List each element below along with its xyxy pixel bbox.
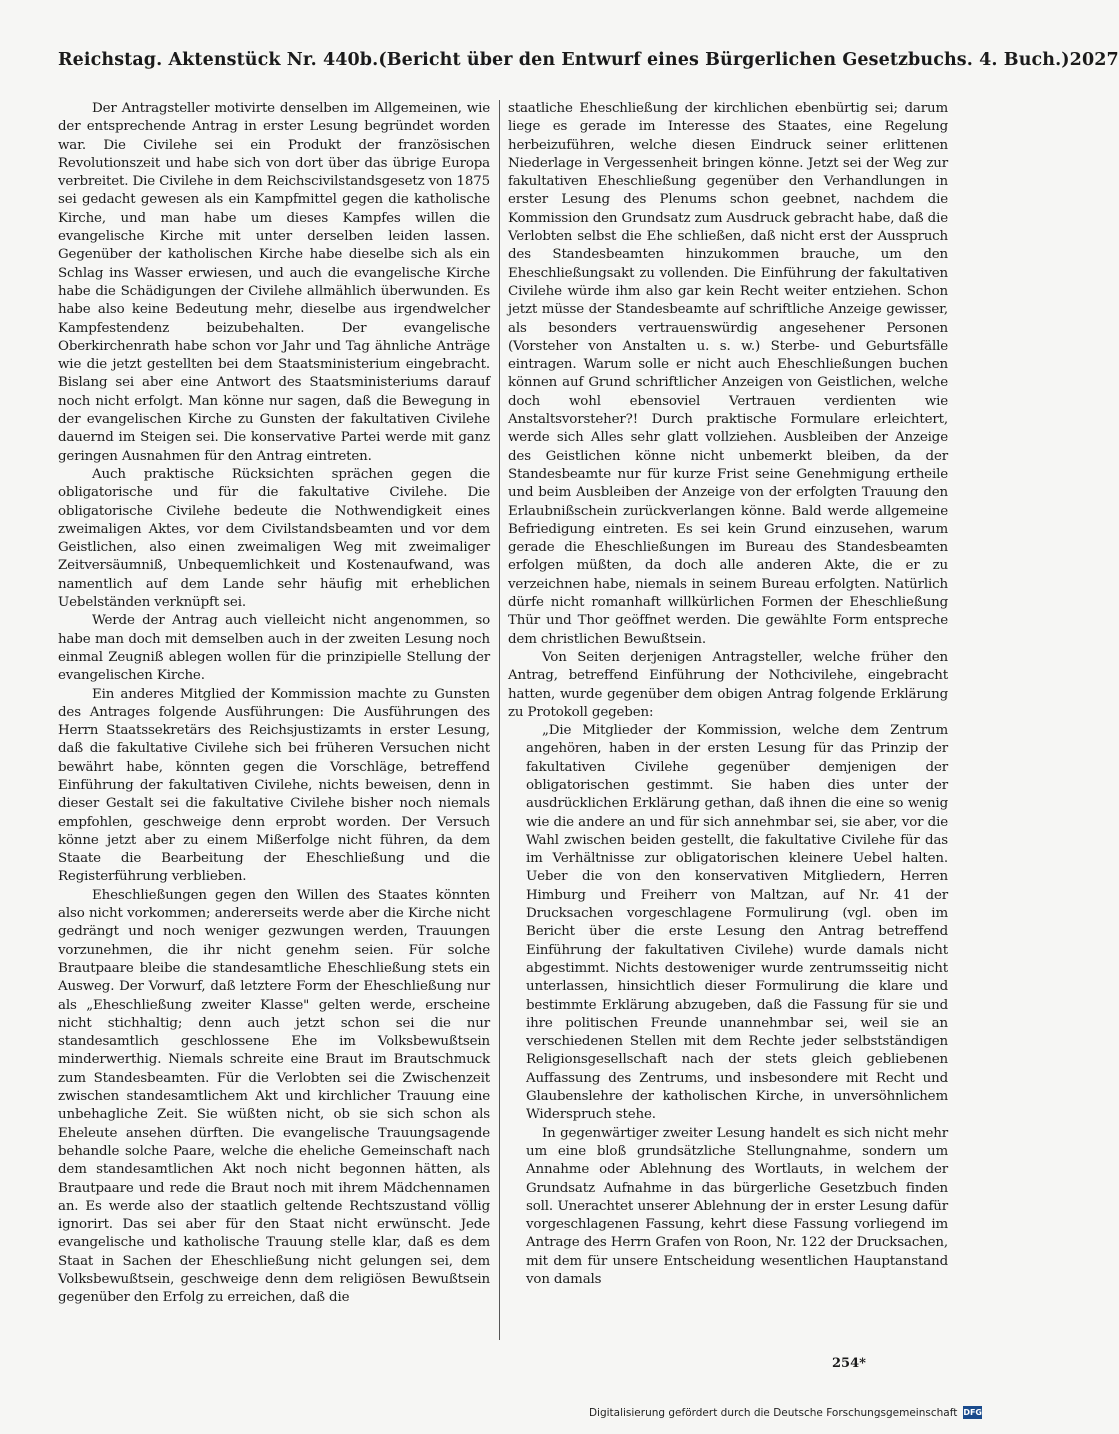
header-title: (Bericht über den Entwurf eines Bürgerlichen Gesetzbuchs. 4. Buch.) <box>378 50 1070 70</box>
paragraph: Auch praktische Rücksichten sprächen gegen die obligatorische und für die fakultative Civilehe. Die obligatorische Civilehe bedeute die Nothwendigkeit eines zweimaligen Aktes, vor dem Civilstandsbeamten und vor dem Geistlichen, also einen zweimaligen Weg mit zweimaliger Zeitversäumniß, Unbequemlichkeit und Kostenaufwand, was namentlich auf dem Lande sehr häufig mit erheblichen Uebelständen verknüpft sei. <box>58 466 490 611</box>
paragraph: Der Antragsteller motivirte denselben im Allgemeinen, wie der entsprechende Antrag in erster Lesung begründet worden war. Die Civilehe sei ein Produkt der französischen Revolutionszeit und habe sich von dort über das übrige Europa verbreitet. Die Civilehe in dem Reichscivilstandsgesetz von 1875 sei gedacht gewesen als ein Kampfmittel gegen die katholische Kirche, und man habe um dieses Kampfes willen die evangelische Kirche mit unter derselben leiden lassen. Gegenüber der katholischen Kirche habe dieselbe sich als ein Schlag ins Wasser erwiesen, und auch die evangelische Kirche habe die Schädigungen der Civilehe allmählich überwunden. Es habe also keine Bedeutung mehr, dieselbe aus irgendwelcher Kampfestendenz beizubehalten. Der evangelische Oberkirchenrath habe schon vor Jahr und Tag ähnliche Anträge wie die jetzt gestellten bei dem Staatsministerium eingebracht. Bislang sei aber eine Antwort des Staatsministeriums darauf noch nicht erfolgt. Man könne nur sagen, daß die Bewegung in der evangelischen Kirche zu Gunsten der fakultativen Civilehe dauernd im Steigen sei. Die konservative Partei werde mit ganz geringen Ausnahmen für den Antrag eintreten. <box>58 101 490 464</box>
signature-mark: 254* <box>832 1356 866 1371</box>
column-divider <box>499 100 500 1340</box>
quoted-declaration: In gegenwärtiger zweiter Lesung handelt es sich nicht mehr um eine bloß grundsätzliche Stellungnahme, sondern um Annahme oder Ablehnung des Wortlauts, in welchem der Grundsatz Aufnahme in das bürgerliche Gesetzbuch finden soll. Unerachtet unserer Ablehnung der in erster Lesung dafür vorgeschlagenen Fassung, kehrt diese Fassung vorliegend im Antrage des Herrn Grafen von Roon, Nr. 122 der Drucksachen, mit dem für unsere Entscheidung wesentlichen Hauptanstand von damals <box>526 1125 948 1287</box>
right-column <box>508 100 948 1350</box>
quoted-declaration: „Die Mitglieder der Kommission, welche dem Zentrum angehören, haben in der ersten Lesung für das Prinzip der fakultativen Civilehe gegenüber demjenigen der obligatorischen gestimmt. Sie haben dies unter der ausdrücklichen Erklärung gethan, daß ihnen die eine so wenig wie die andere an und für sich annehmbar sei, sie aber, vor die Wahl zwischen beiden gestellt, die fakultative Civilehe für das im Verhältnisse zur obligatorischen kleinere Uebel halten. Ueber die von den konservativen Mitgliedern, Herren Himburg und Freiherr von Maltzan, auf Nr. 41 der Drucksachen vorgeschlagene Formulirung (vgl. oben im Bericht über die erste Lesung den Antrag betreffend Einführung der fakultativen Civilehe) wurde damals nicht abgestimmt. Nichts destoweniger wurde zentrumsseitig nicht unterlassen, hinsichtlich dieser Formulirung die klare und bestimmte Erklärung abzugeben, daß die Fassung für sie und ihre politischen Freunde unannehmbar sei, weil sie an verschiedenen Stellen mit dem Rechte jeder selbstständigen Religionsgesellschaft nach der stets gleich gebliebenen Auffassung des Zentrums, und insbesondere mit Recht und Glaubenslehre der katholischen Kirche, in unversöhnlichem Widerspruch stehe. <box>526 723 948 1123</box>
digitization-footer <box>588 1406 982 1419</box>
left-column <box>58 100 490 1350</box>
paragraph: staatliche Eheschließung der kirchlichen ebenbürtig sei; darum liege es gerade im Interesse des Staates, eine Regelung herbeizuführen, welche diesen Eindruck seiner erlittenen Niederlage in Vergessenheit bringen könne. Jetzt sei der Weg zur fakultativen Eheschließung gegenüber den Verhandlungen in erster Lesung des Plenums schon geebnet, nachdem die Kommission den Grundsatz zum Ausdruck gebracht habe, daß die Verlobten selbst die Ehe schließen, daß nicht erst der Ausspruch des Standesbeamten hinzukommen brauche, um den Eheschließungsakt zu vollenden. Die Einführung der fakultativen Civilehe würde ihm also gar kein Recht weiter entziehen. Schon jetzt müsse der Standesbeamte auf schriftliche Anzeige gewisser, als besonders vertrauenswürdig angesehener Personen (Vorsteher von Anstalten u. s. w.) Sterbe- und Geburtsfälle eintragen. Warum solle er nicht auch Eheschließungen buchen können auf Grund schriftlicher Anzeigen von Geistlichen, welche doch wohl ebensoviel Vertrauen verdienten wie Anstaltsvorsteher?! Durch praktische Formulare erleichtert, werde sich Alles sehr glatt vollziehen. Ausbleiben der Anzeige des Geistlichen könne nicht unbemerkt bleiben, da der Standesbeamte nur für kurze Frist seine Genehmigung ertheile und beim Ausbleiben der Anzeige von der erfolgten Trauung den Erlaubnißschein zurückverlangen könne. Bald werde allgemeine Befriedigung eintreten. Es sei kein Grund einzusehen, warum gerade die Eheschließungen im Bureau des Standesbeamten erfolgen müßten, da doch alle anderen Akte, die er zu verzeichnen habe, niemals in seinem Bureau erfolgten. Natürlich dürfe nicht romanhaft willkürlichen Formen der Eheschließung Thür und Thor geöffnet werden. Die gewählte Form entspreche dem christlichen Bewußtsein. <box>508 101 948 647</box>
header-left: Reichstag. Aktenstück Nr. 440b. <box>58 50 379 70</box>
paragraph: Ein anderes Mitglied der Kommission machte zu Gunsten des Antrages folgende Ausführungen: Die Ausführungen des Herrn Staatssekretärs des Reichsjustizamts in erster Lesung, daß die fakultative Civilehe sich bei früheren Versuchen nicht bewährt habe, könnten gegen die Vorschläge, betreffend Einführung der fakultativen Civilehe, nichts beweisen, denn in dieser Gestalt sei die fakultative Civilehe bisher noch niemals empfohlen, geschweige denn erprobt worden. Der Versuch könne jetzt aber zu einem Mißerfolge nicht führen, da dem Staate die Bearbeitung der Eheschließung und die Registerführung verblieben. <box>58 686 490 885</box>
paragraph: Werde der Antrag auch vielleicht nicht angenommen, so habe man doch mit demselben auch in der zweiten Lesung noch einmal Zeugniß ablegen wollen für die prinzipielle Stellung der evangelischen Kirche. <box>58 613 490 684</box>
running-header <box>58 50 1119 90</box>
paragraph: Von Seiten derjenigen Antragsteller, welche früher den Antrag, betreffend Einführung der Nothcivilehe, eingebracht hatten, wurde gegenüber dem obigen Antrag folgende Erklärung zu Protokoll gegeben: <box>508 649 948 720</box>
paragraph: Eheschließungen gegen den Willen des Staates könnten also nicht vorkommen; andererseits werde aber die Kirche nicht gedrängt und noch weniger gezwungen werden, Trauungen vorzunehmen, die ihr nicht genehm seien. Für solche Brautpaare bleibe die standesamtliche Eheschließung stets ein Ausweg. Der Vorwurf, daß letztere Form der Eheschließung nur als „Eheschließung zweiter Klasse" gelten werde, erscheine nicht stichhaltig; denn auch jetzt schon sei die nur standesamtlich geschlossene Ehe im Volksbewußtsein minderwerthig. Niemals schreite eine Braut im Brautschmuck zum Standesbeamten. Für die Verlobten sei die Zwischenzeit zwischen standesamtlichem Akt und kirchlicher Trauung eine unbehagliche Zeit. Sie wüßten nicht, ob sie sich schon als Eheleute ansehen dürften. Die evangelische Trauungsagende behandle solche Paare, welche die eheliche Gemeinschaft nach dem standesamtlichen Akt noch nicht begonnen hätten, als Brautpaare und rede die Braut noch mit ihrem Mädchennamen an. Es werde also der staatlich geltende Rechtszustand völlig ignorirt. Das sei aber für den Staat nicht erwünscht. Jede evangelische und katholische Trauung stelle klar, daß es dem Staat in Sachen der Eheschließung nicht gelungen sei, dem Volksbewußtsein, geschweige denn dem religiösen Bewußtsein gegenüber den Erfolg zu erreichen, daß die <box>58 887 490 1306</box>
page-number: 2027 <box>1069 50 1119 70</box>
footer-text: Digitalisierung gefördert durch die Deutsche Forschungsgemeinschaft <box>588 1406 958 1419</box>
dfg-logo-icon: DFG <box>963 1408 982 1417</box>
